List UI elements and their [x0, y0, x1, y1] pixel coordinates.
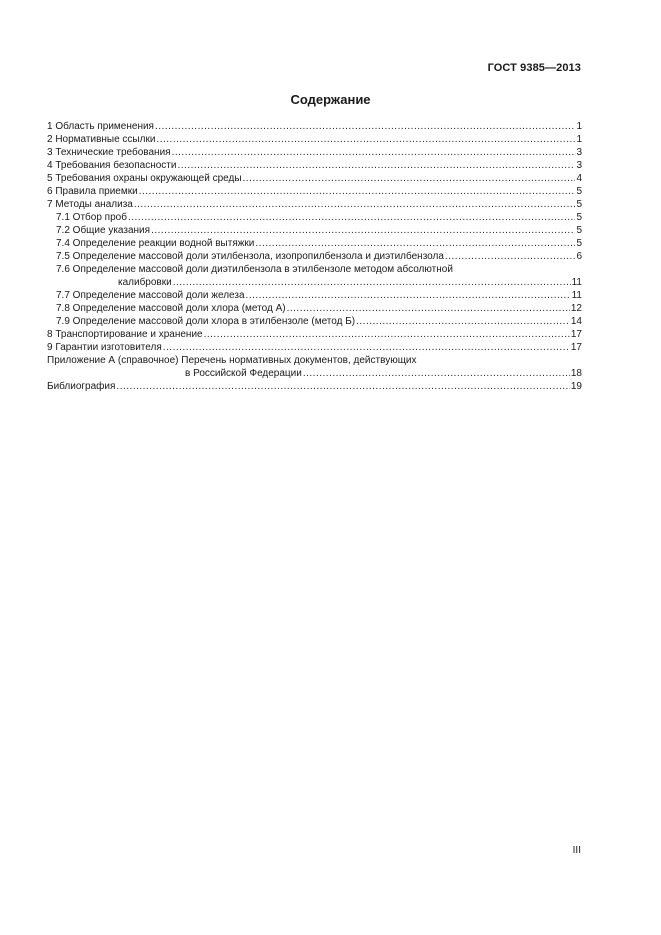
toc-title: Содержание: [290, 92, 371, 107]
toc-entry-page: 5: [576, 238, 582, 249]
toc-entry-text-continued: в Российской Федерации: [185, 368, 302, 379]
toc-entry-text: 7.1 Отбор проб: [56, 212, 127, 223]
toc-entry-page: 1: [576, 134, 582, 145]
toc-entry-page: 11: [571, 277, 582, 288]
toc-entry[interactable]: [47, 315, 582, 328]
toc-leader-dots: [177, 159, 575, 172]
toc-entry-text: 1 Область применения: [47, 121, 154, 132]
toc-entry-page: 5: [576, 212, 582, 223]
toc-entry-text: 5 Требования охраны окружающей среды: [47, 173, 242, 184]
toc-entry-page: 18: [570, 368, 582, 379]
toc-leader-dots: [204, 328, 570, 341]
toc-entry-text: 7.5 Определение массовой доли этилбензола, изопропилбензола и диэтилбензола: [56, 251, 444, 262]
toc-entry-text: 7.8 Определение массовой доли хлора (метод А): [56, 303, 286, 314]
toc-leader-dots: [134, 198, 575, 211]
toc-leader-dots: [128, 211, 575, 224]
toc-leader-dots: [356, 315, 570, 328]
page-number: III: [572, 845, 581, 856]
toc-entry-continuation: [47, 276, 582, 289]
toc-entry[interactable]: [47, 250, 582, 263]
toc-entry-text-continued: калибровки: [118, 277, 172, 288]
toc-entry-page: 3: [576, 160, 582, 171]
toc-entry[interactable]: [47, 172, 582, 185]
toc-entry-page: 19: [570, 381, 582, 392]
toc-entry-text: 7.2 Общие указания: [56, 225, 151, 236]
toc-entry[interactable]: [47, 224, 582, 237]
toc-entry-page: 4: [576, 173, 582, 184]
toc-entry-continuation: [47, 367, 582, 380]
toc-entry-multiline[interactable]: [47, 354, 582, 380]
toc-entry-page: 3: [576, 147, 582, 158]
toc-entry[interactable]: [47, 380, 582, 393]
toc-leader-dots: [445, 250, 575, 263]
toc-entry-page: 5: [576, 199, 582, 210]
toc-leader-dots: [151, 224, 575, 237]
toc-entry-page: 14: [570, 316, 582, 327]
toc-leader-dots: [155, 120, 575, 133]
toc-entry[interactable]: [47, 146, 582, 159]
toc-leader-dots: [246, 289, 571, 302]
toc-leader-dots: [156, 133, 575, 146]
toc-leader-dots: [173, 276, 571, 289]
toc-entry-text: 7.4 Определение реакции водной вытяжки: [56, 238, 255, 249]
toc-leader-dots: [139, 185, 575, 198]
toc-entry-text: Приложение А (справочное) Перечень нормативных документов, действующих: [47, 355, 417, 366]
toc-entry-text: 7 Методы анализа: [47, 199, 133, 210]
toc-leader-dots: [172, 146, 575, 159]
toc-entry[interactable]: [47, 211, 582, 224]
toc-entry[interactable]: [47, 198, 582, 211]
toc-leader-dots: [116, 380, 569, 393]
toc-entry-text: 4 Требования безопасности: [47, 160, 177, 171]
toc-entry-multiline[interactable]: [47, 263, 582, 289]
document-code: ГОСТ 9385—2013: [487, 62, 581, 74]
toc-entry[interactable]: [47, 120, 582, 133]
toc-entry-page: 17: [570, 342, 582, 353]
toc-entry[interactable]: [47, 302, 582, 315]
toc-entry-text: 7.7 Определение массовой доли железа: [56, 290, 245, 301]
toc-entry-text: 6 Правила приемки: [47, 186, 138, 197]
toc-leader-dots: [303, 367, 570, 380]
toc-entry[interactable]: [47, 159, 582, 172]
toc-entry-text: 7.6 Определение массовой доли диэтилбензола в этилбензоле методом абсолютной: [56, 264, 453, 275]
toc-entry[interactable]: [47, 289, 582, 302]
toc-entry-text: 3 Технические требования: [47, 147, 171, 158]
toc-entry-text: 9 Гарантии изготовителя: [47, 342, 162, 353]
toc-entry-page: 5: [576, 225, 582, 236]
table-of-contents: [47, 120, 582, 393]
toc-entry-text: Библиография: [47, 381, 116, 392]
toc-entry-page: 1: [576, 121, 582, 132]
toc-leader-dots: [255, 237, 575, 250]
toc-entry-text: 8 Транспортирование и хранение: [47, 329, 203, 340]
toc-leader-dots: [163, 341, 570, 354]
toc-entry-page: 5: [576, 186, 582, 197]
toc-entry[interactable]: [47, 341, 582, 354]
toc-entry[interactable]: [47, 328, 582, 341]
toc-leader-dots: [287, 302, 570, 315]
toc-entry[interactable]: [47, 185, 582, 198]
toc-leader-dots: [243, 172, 575, 185]
toc-entry[interactable]: [47, 237, 582, 250]
toc-entry-page: 17: [570, 329, 582, 340]
toc-entry-page: 12: [570, 303, 582, 314]
toc-entry-text: 2 Нормативные ссылки: [47, 134, 156, 145]
toc-entry-page: 11: [571, 290, 582, 301]
toc-entry-page: 6: [576, 251, 582, 262]
toc-entry[interactable]: [47, 133, 582, 146]
toc-entry-text: 7.9 Определение массовой доли хлора в этилбензоле (метод Б): [56, 316, 356, 327]
